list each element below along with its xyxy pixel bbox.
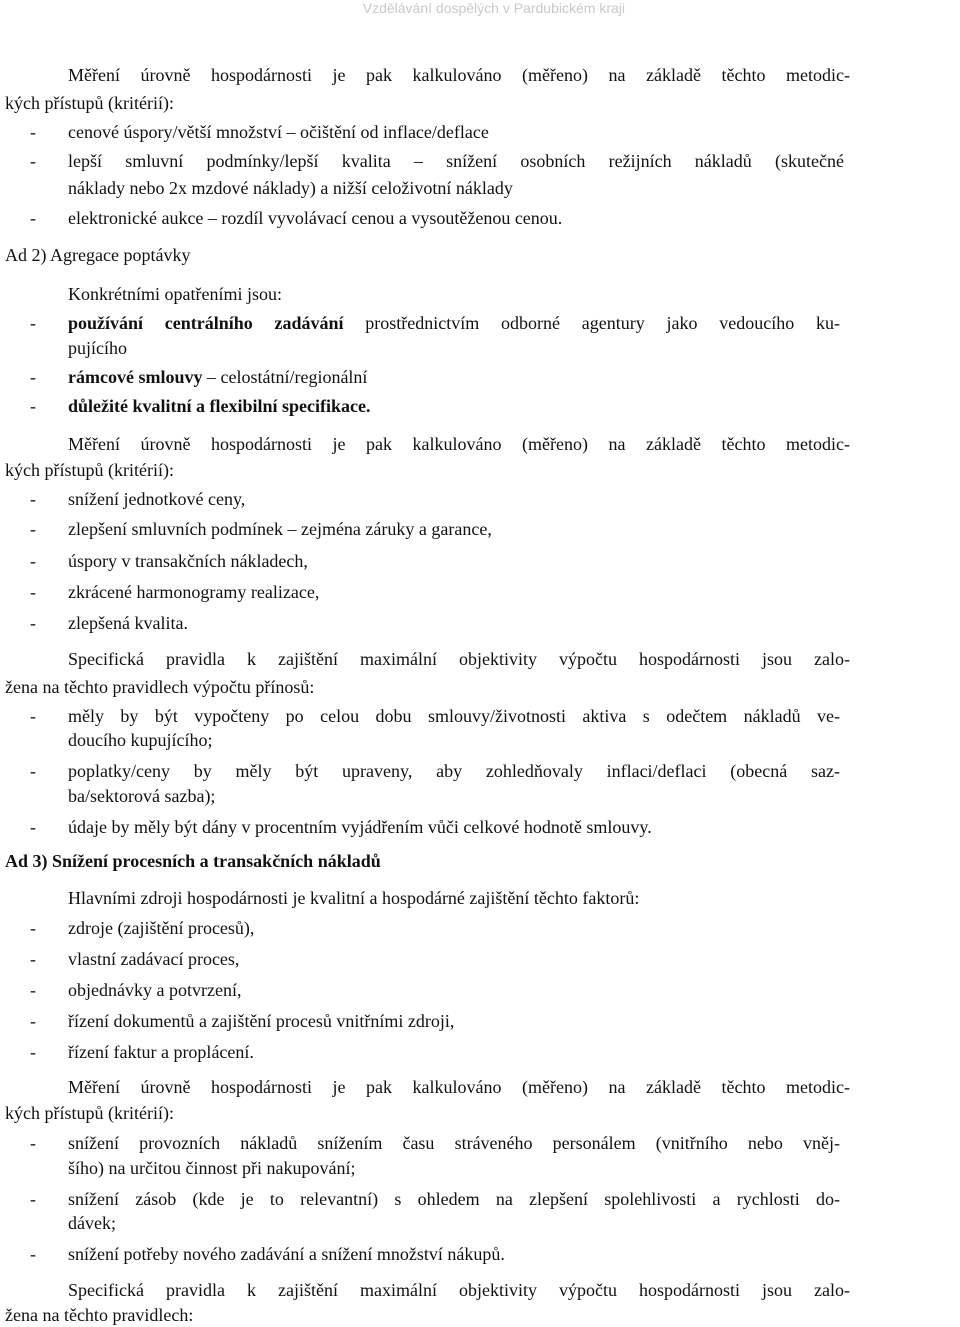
bullet-dash: - [30,1011,36,1031]
list-item: zdroje (zajištění procesů), [68,918,255,938]
list-item: používání centrálního zadávání prostřednictvím odborné agentury jako vedoucího ku- [68,313,840,333]
list-item-continuation: pujícího [68,338,127,358]
list-item: poplatky/ceny by měly být upraveny, aby zohledňovaly inflaci/deflaci (obecná saz- [68,761,840,781]
bold-term: rámcové smlouvy [68,367,203,387]
list-item: řízení faktur a proplácení. [68,1042,254,1062]
list-item: měly by být vypočteny po celou dobu smlouvy/životnosti aktiva s odečtem nákladů ve- [68,706,840,726]
bullet-dash: - [30,613,36,633]
paragraph-line: žena na těchto pravidlech výpočtu přínosů: [5,677,315,697]
list-item: lepší smluvní podmínky/lepší kvalita – snížení osobních režijních nákladů (skutečné [68,151,844,171]
list-item: zlepšená kvalita. [68,613,188,633]
paragraph-line: Konkrétními opatřeními jsou: [68,284,282,304]
bullet-dash: - [30,582,36,602]
list-item: cenové úspory/větší množství – očištění od inflace/deflace [68,122,489,142]
bullet-dash: - [30,208,36,228]
list-item: řízení dokumentů a zajištění procesů vnitřními zdroji, [68,1011,455,1031]
paragraph-line: kých přístupů (kritérií): [5,93,174,113]
list-item: snížení provozních nákladů snížením času stráveného personálem (vnitřního nebo vněj- [68,1133,840,1153]
list-item-continuation: šího) na určitou činnost při nakupování; [68,1158,356,1178]
bold-term: používání centrálního zadávání [68,313,344,333]
list-item: elektronické aukce – rozdíl vyvolávací cenou a vysoutěženou cenou. [68,208,563,228]
bullet-dash: - [30,761,36,781]
paragraph-line: Měření úrovně hospodárnosti je pak kalkulováno (měřeno) na základě těchto metodic- [68,434,850,454]
page-header [0,0,960,18]
paragraph-line: Měření úrovně hospodárnosti je pak kalkulováno (měřeno) na základě těchto metodic- [68,65,850,85]
list-item-continuation: ba/sektorová sazba); [68,786,216,806]
list-item-continuation: doucího kupujícího; [68,730,213,750]
paragraph-line: žena na těchto pravidlech: [5,1305,194,1325]
list-item: rámcové smlouvy – celostátní/regionální [68,367,368,387]
list-item: úspory v transakčních nákladech, [68,551,308,571]
bullet-dash: - [30,817,36,837]
list-item: vlastní zadávací proces, [68,949,240,969]
bullet-dash: - [30,949,36,969]
section-heading: Ad 2) Agregace poptávky [5,245,191,265]
bullet-dash: - [30,151,36,171]
bullet-dash: - [30,367,36,387]
list-item: zlepšení smluvních podmínek – zejména záruky a garance, [68,519,492,539]
bullet-dash: - [30,1244,36,1264]
list-item-continuation: dávek; [68,1213,116,1233]
bullet-dash: - [30,1189,36,1209]
bold-term: důležité kvalitní a flexibilní specifikace. [68,396,371,416]
bullet-dash: - [30,313,36,333]
bullet-dash: - [30,1042,36,1062]
bullet-dash: - [30,918,36,938]
list-item: snížení potřeby nového zadávání a snížení množství nákupů. [68,1244,505,1264]
paragraph-line: kých přístupů (kritérií): [5,1103,174,1123]
list-item: údaje by měly být dány v procentním vyjádřením vůči celkové hodnotě smlouvy. [68,817,652,837]
section-heading: Ad 3) Snížení procesních a transakčních nákladů [5,851,381,871]
list-item: snížení jednotkové ceny, [68,489,246,509]
paragraph-line: Hlavními zdroji hospodárnosti je kvalitní a hospodárné zajištění těchto faktorů: [68,888,640,908]
paragraph-line: Specifická pravidla k zajištění maximální objektivity výpočtu hospodárnosti jsou zalo- [68,649,850,669]
bullet-dash: - [30,519,36,539]
paragraph-line: Specifická pravidla k zajištění maximální objektivity výpočtu hospodárnosti jsou zalo- [68,1280,850,1300]
bullet-dash: - [30,396,36,416]
list-item-continuation: náklady nebo 2x mzdové náklady) a nižší celoživotní náklady [68,178,513,198]
bullet-dash: - [30,122,36,142]
list-item: objednávky a potvrzení, [68,980,242,1000]
list-item: zkrácené harmonogramy realizace, [68,582,320,602]
paragraph-line: kých přístupů (kritérií): [5,460,174,480]
paragraph-line: Měření úrovně hospodárnosti je pak kalkulováno (měřeno) na základě těchto metodic- [68,1077,850,1097]
bullet-dash: - [30,489,36,509]
bullet-dash: - [30,706,36,726]
list-item [68,395,371,417]
bullet-dash: - [30,1133,36,1153]
bullet-dash: - [30,980,36,1000]
bullet-dash: - [30,551,36,571]
list-item: snížení zásob (kde je to relevantní) s ohledem na zlepšení spolehlivosti a rychlosti do- [68,1189,840,1209]
header-title: Vzdělávání dospělých v Pardubickém kraji [362,0,625,16]
